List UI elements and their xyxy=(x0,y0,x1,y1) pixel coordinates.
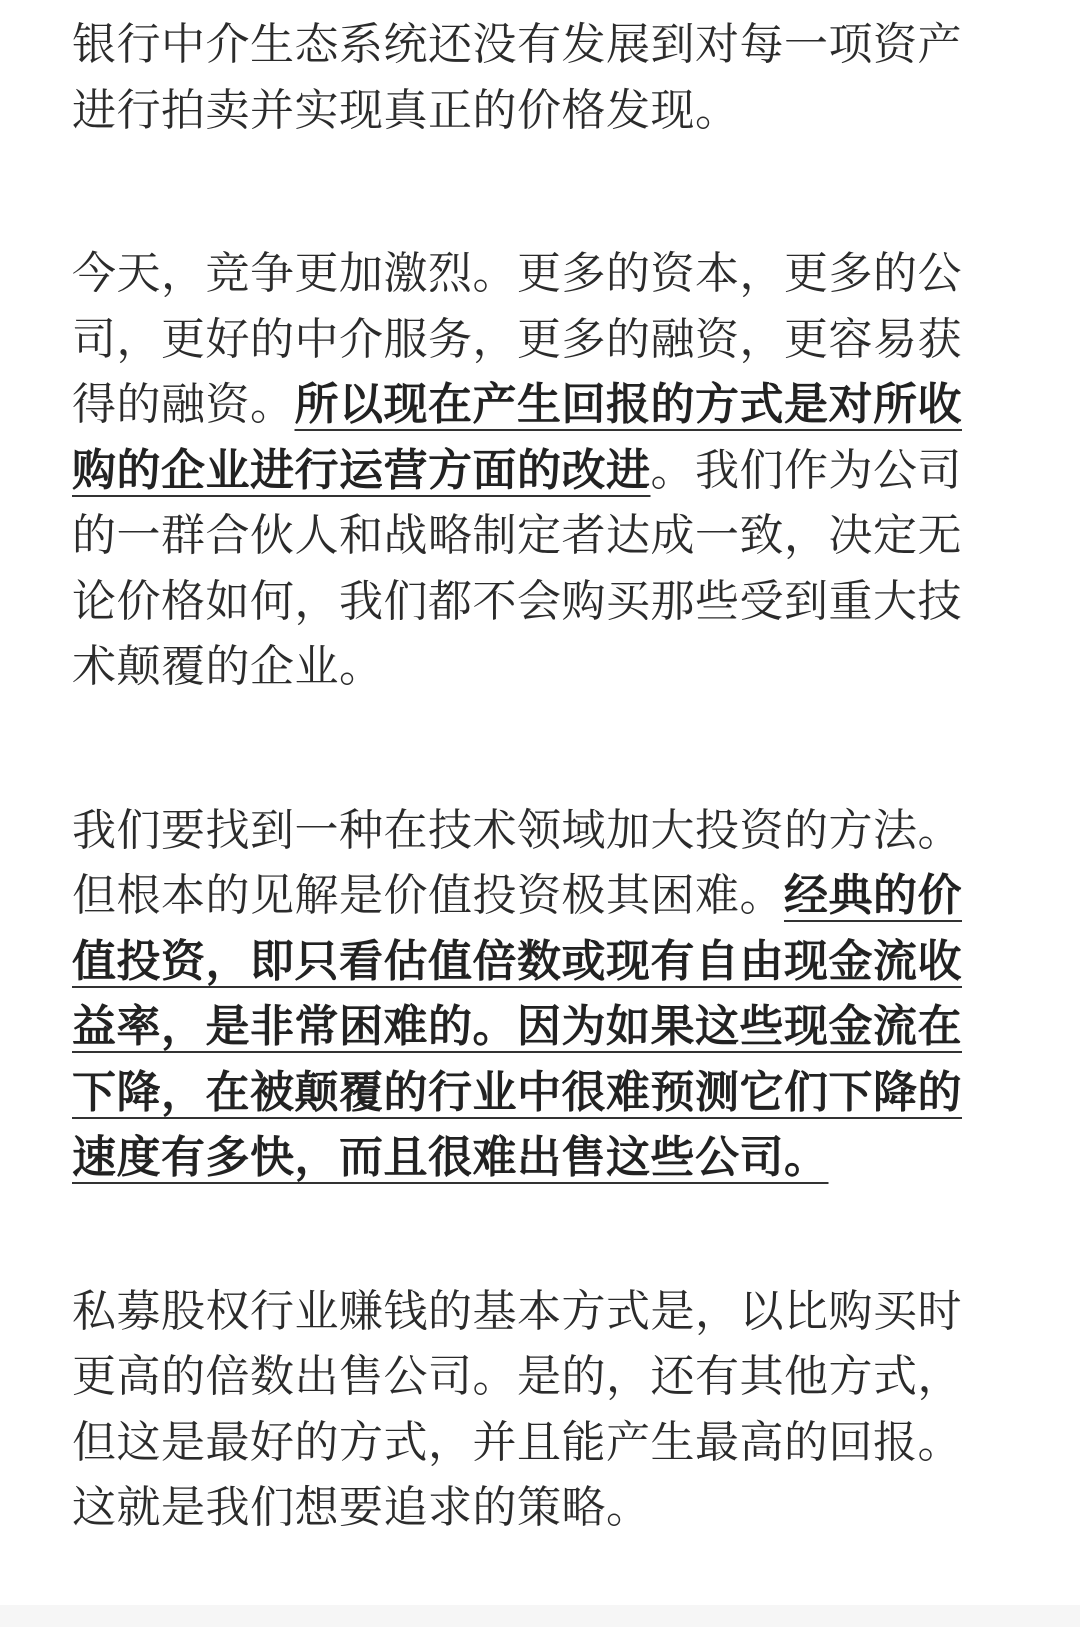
bottom-divider xyxy=(0,1605,1080,1627)
paragraph-2-text-after: 。我们作为公司的一群合伙人和战略制定者达成一致，决定无论价格如何，我们都不会购买那些受到重大技术颠覆的企业。 xyxy=(72,444,962,692)
paragraph-1-text: 银行中介生态系统还没有发展到对每一项资产进行拍卖并实现真正的价格发现。 xyxy=(72,19,962,136)
paragraph-1 xyxy=(72,12,982,143)
paragraph-3-text-before: 我们要找到一种在技术领域加大投资的方法。但根本的见解是价值投资极其困难。 xyxy=(72,804,962,921)
article-body xyxy=(72,12,982,1541)
paragraph-2-highlight: 所以现在产生回报的方式是对所收购的企业进行运营方面的改进 xyxy=(72,379,962,496)
paragraph-4-text: 私募股权行业赚钱的基本方式是，以比购买时更高的倍数出售公司。是的，还有其他方式，但这是最好的方式，并且能产生最高的回报。这就是我们想要追求的策略。 xyxy=(72,1285,962,1533)
paragraph-3 xyxy=(72,798,982,1191)
paragraph-3-highlight: 经典的价值投资，即只看估值倍数或现有自由现金流收益率，是非常困难的。因为如果这些现金流在下降，在被颠覆的行业中很难预测它们下降的速度有多快，而且很难出售这些公司。 xyxy=(72,870,962,1183)
paragraph-2-text-before: 今天，竞争更加激烈。更多的资本，更多的公司，更好的中介服务，更多的融资，更容易获得的融资。 xyxy=(72,248,962,430)
paragraph-2 xyxy=(72,241,982,700)
paragraph-4 xyxy=(72,1279,982,1541)
